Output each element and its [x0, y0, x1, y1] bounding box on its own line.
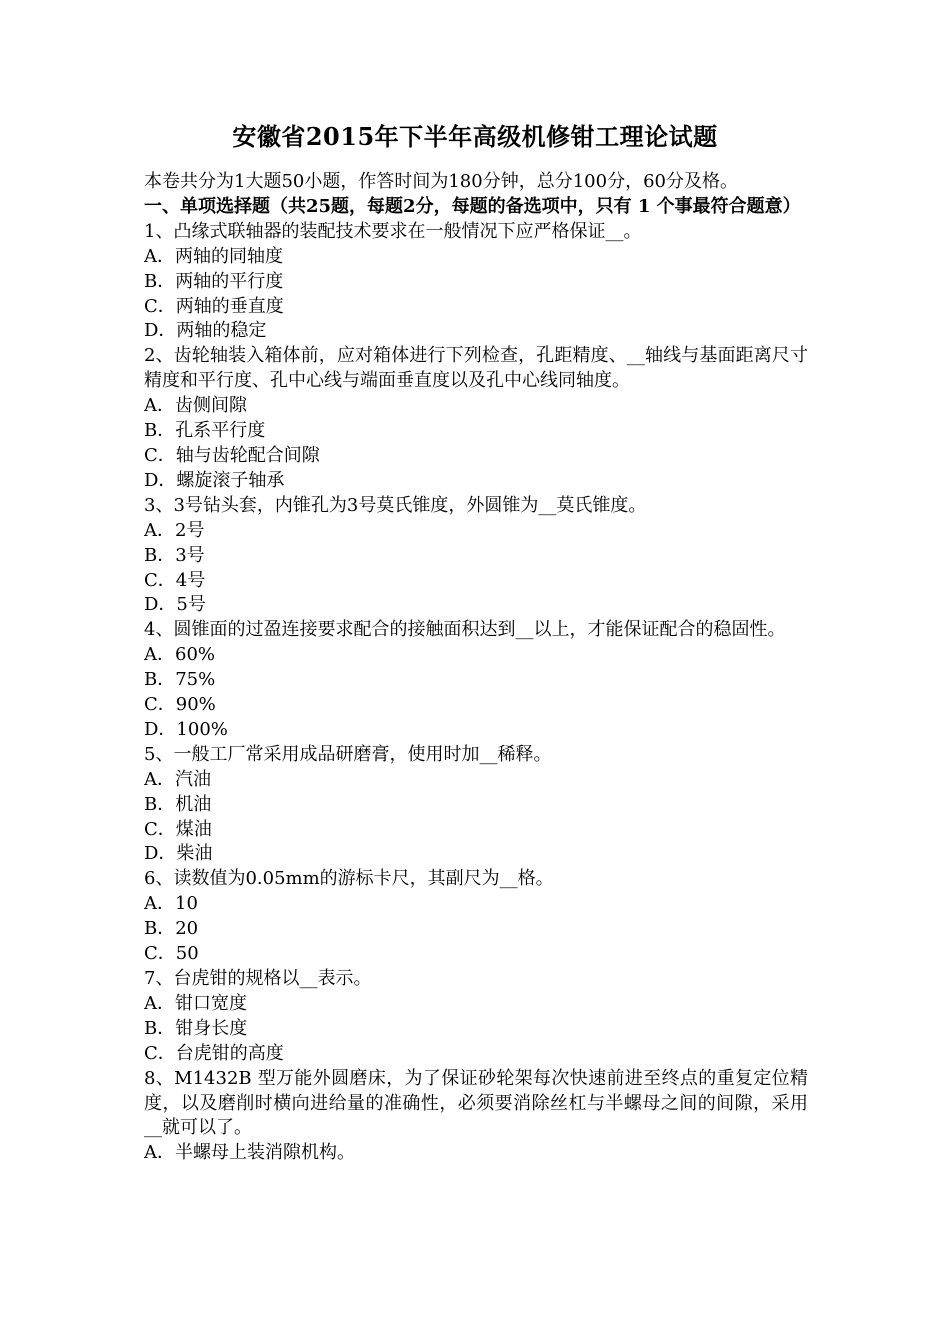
answer-option: D．两轴的稳定: [144, 320, 267, 342]
answer-option: B．钳身长度: [144, 1017, 248, 1039]
answer-option: C．台虎钳的高度: [144, 1042, 284, 1064]
answer-option: A．半螺母上装消隙机构。: [144, 1142, 355, 1164]
question-block: [144, 743, 808, 868]
answer-option: C．煤油: [144, 818, 212, 840]
question-block: [144, 494, 808, 619]
question-block: [144, 1067, 808, 1167]
answer-option: C．轴与齿轮配合间隙: [144, 444, 320, 466]
question-stem: 1、凸缘式联轴器的装配技术要求在一般情况下应严格保证__。: [144, 220, 642, 242]
answer-option: B．机油: [144, 793, 212, 815]
answer-option: D．螺旋滚子轴承: [144, 469, 285, 491]
answer-option: A．齿侧间隙: [144, 395, 247, 417]
exam-intro: 本卷共分为1大题50小题，作答时间为180分钟，总分100分，60分及格。: [144, 171, 738, 192]
question-stem: 6、读数值为0.05mm的游标卡尺，其副尺为__格。: [144, 868, 554, 890]
answer-option: D．柴油: [144, 843, 213, 865]
answer-option: A．两轴的同轴度: [144, 245, 283, 267]
question-block: [144, 967, 808, 1067]
answer-option: A．60%: [144, 644, 216, 666]
answer-option: B．20: [144, 918, 199, 940]
answer-option: B．3号: [144, 544, 205, 566]
answer-option: B．两轴的平行度: [144, 270, 284, 292]
question-stem: 3、3号钻头套，内锥孔为3号莫氏锥度，外圆锥为__莫氏锥度。: [144, 494, 647, 516]
answer-option: A．钳口宽度: [144, 992, 247, 1014]
question-block: [144, 220, 808, 345]
section-heading: 一、单项选择题（共25题，每题2分，每题的备选项中，只有 1 个事最符合题意）: [144, 195, 801, 217]
document-title: 安徽省2015年下半年高级机修钳工理论试题: [232, 122, 718, 151]
question-block: [144, 344, 808, 493]
answer-option: A．2号: [144, 519, 205, 541]
answer-option: C．90%: [144, 694, 216, 716]
answer-option: C．50: [144, 943, 199, 965]
answer-option: C．4号: [144, 569, 206, 591]
question-stem: 4、圆锥面的过盈连接要求配合的接触面积达到__以上，才能保证配合的稳固性。: [144, 619, 786, 641]
answer-option: A．10: [144, 893, 198, 915]
question-stem: 5、一般工厂常采用成品研磨膏，使用时加__稀释。: [144, 743, 552, 765]
answer-option: C．两轴的垂直度: [144, 295, 284, 317]
answer-option: D．5号: [144, 594, 206, 616]
question-block: [144, 618, 808, 743]
answer-option: B．75%: [144, 669, 216, 691]
question-block: [144, 867, 808, 967]
question-stem: 2、齿轮轴装入箱体前，应对箱体进行下列检查，孔距精度、__轴线与基面距离尺寸精度和平行度、孔中心线与端面垂直度以及孔中心线同轴度。: [144, 345, 808, 392]
question-stem: 8、M1432B 型万能外圆磨床，为了保证砂轮架每次快速前进至终点的重复定位精度，以及磨削时横向进给量的准确性，必须要消除丝杠与半螺母之间的间隙，采用__就可以了。: [144, 1067, 808, 1139]
question-stem: 7、台虎钳的规格以__表示。: [144, 968, 372, 989]
answer-option: A．汽油: [144, 768, 211, 790]
answer-option: B．孔系平行度: [144, 420, 266, 442]
answer-option: D．100%: [144, 718, 228, 740]
document-body: [144, 170, 808, 1166]
